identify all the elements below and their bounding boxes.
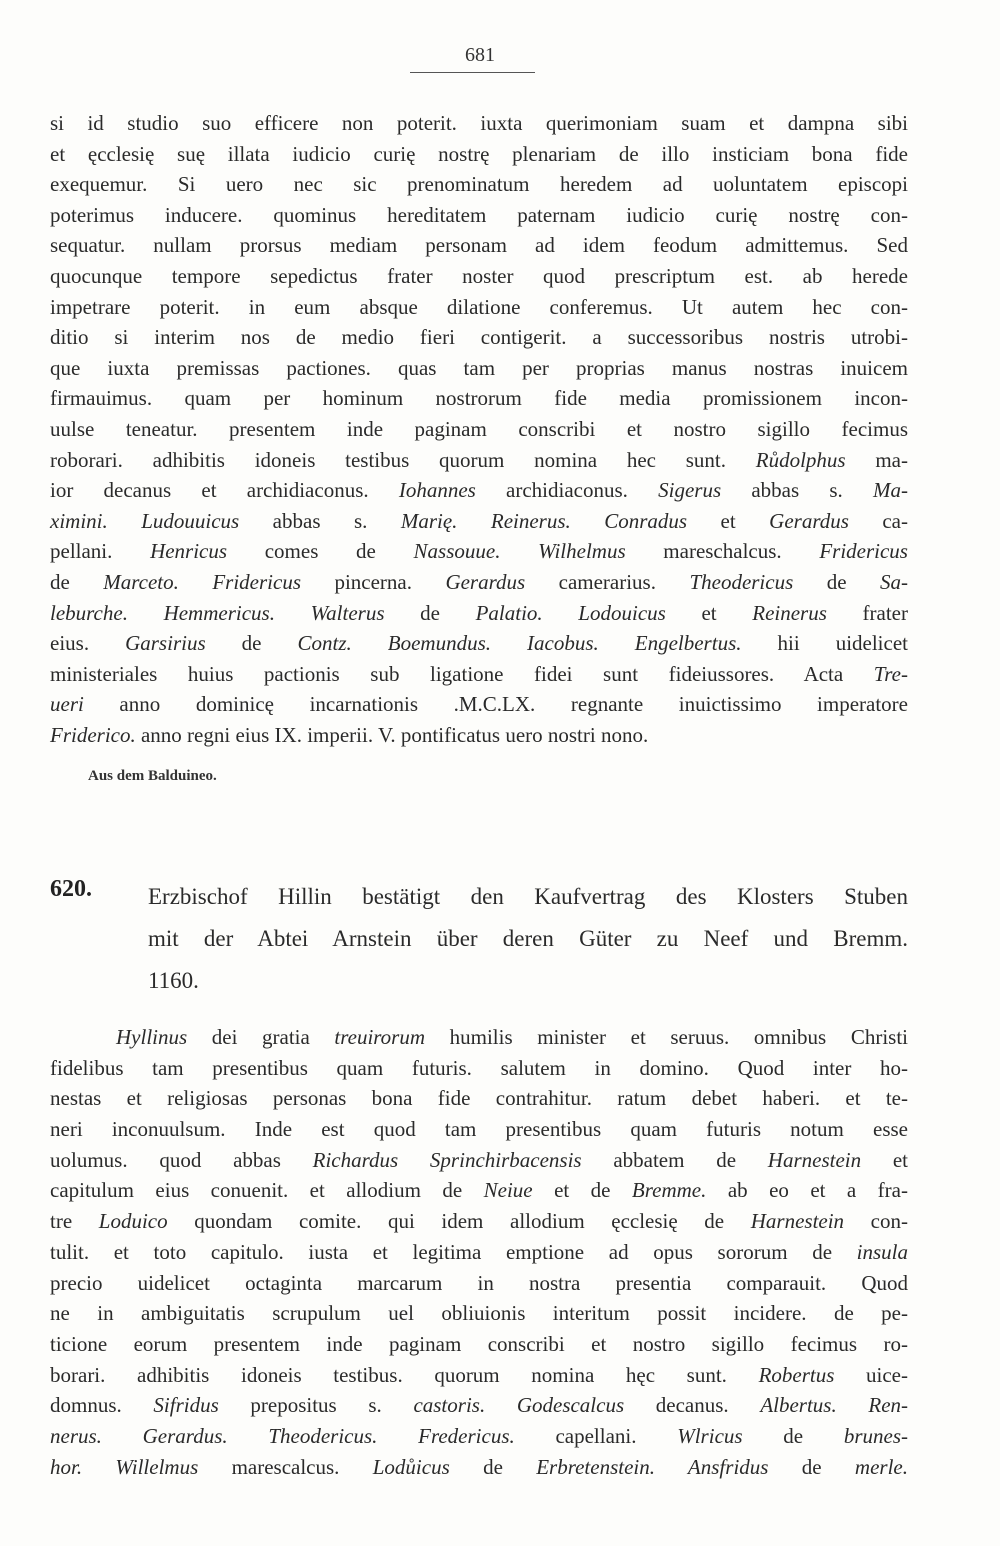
italic-name-segment: Erbretenstein. Ansfridus (536, 1454, 769, 1479)
text-segment: eius. (50, 631, 126, 656)
text-segment: comes de (227, 539, 414, 564)
text-segment: ma- (845, 447, 908, 472)
italic-name-segment: treuirorum (334, 1025, 426, 1049)
italic-name-segment: Palatio. Lodouicus (475, 600, 666, 625)
italic-name-segment: Marceto. Fridericus (103, 569, 301, 594)
page-number: 681 (465, 44, 495, 66)
text-segment: ticione eorum presentem inde paginam conscribi et nostro sigillo fecimus ro- (50, 1331, 908, 1356)
text-segment: de (205, 631, 298, 656)
italic-name-segment: Nassouue. Wilhelmus (413, 539, 626, 564)
italic-name-segment: Gerardus (769, 508, 849, 533)
italic-name-segment: Ma- (873, 478, 908, 503)
text-line (50, 139, 908, 170)
heading-line: mit der Abtei Arnstein über deren Güter zu Neef und Bremm. (148, 926, 908, 951)
italic-name-segment: Theodericus (689, 569, 794, 594)
text-segment: et ęcclesię suę illata iudicio curię nostrę plenariam de illo insticiam bona fide (50, 141, 908, 166)
text-segment: de (793, 569, 880, 594)
text-segment: uulse teneatur. presentem inde paginam conscribi et nostro sigillo fecimus (50, 416, 908, 441)
text-line (50, 445, 908, 476)
text-segment: si id studio suo efficere non poterit. iuxta querimoniam suam et dampna sibi (50, 111, 908, 135)
text-segment: pincerna. (301, 569, 446, 594)
italic-name-segment: Richardus Sprinchirbacensis (312, 1147, 582, 1172)
text-segment: quocunque tempore sepedictus frater noster quod prescriptum est. ab herede (50, 263, 908, 288)
italic-name-segment: Gerardus (445, 569, 526, 594)
text-segment: firmauimus. quam per hominum nostrorum fide media promissionem incon- (50, 386, 908, 411)
italic-name-segment: leburche. Hemmericus. Walterus (50, 600, 385, 625)
italic-name-segment: Neiue (483, 1178, 533, 1203)
text-segment: et (861, 1147, 909, 1172)
text-segment: exequemur. Si uero nec sic prenominatum heredem ad uoluntatem episcopi (50, 172, 908, 197)
text-line (50, 1237, 908, 1268)
text-line (50, 506, 908, 537)
text-segment: hii uidelicet (741, 631, 908, 656)
italic-name-segment: Wlricus (677, 1423, 743, 1448)
heading-date: 1160. (148, 968, 199, 993)
text-segment: uolumus. quod abbas (50, 1147, 313, 1172)
text-segment: decanus. (624, 1393, 761, 1418)
text-line (50, 1390, 908, 1421)
italic-name-segment: insula (856, 1239, 908, 1264)
text-segment: de (768, 1454, 855, 1479)
text-line (50, 1022, 908, 1053)
text-segment: mareschalcus. (625, 539, 820, 564)
text-line (50, 1206, 908, 1237)
text-segment: quondam comite. qui idem allodium ęcclesię de (167, 1209, 751, 1234)
text-segment: ne in ambiguitatis scrupulum uel obliuionis interitum possit incidere. de pe- (50, 1301, 908, 1326)
text-segment: con- (844, 1209, 908, 1234)
text-segment: nestas et religiosas personas bona fide contrahitur. ratum debet haberi. et te- (50, 1086, 908, 1111)
text-segment: precio uidelicet octaginta marcarum in nostra presentia comparauit. Quod (50, 1270, 908, 1295)
text-line (50, 230, 908, 261)
italic-name-segment: Garsirius (125, 631, 206, 656)
text-segment: neri inconuulsum. Inde est quod tam presentibus quam futuris notum esse (50, 1117, 908, 1142)
italic-name-segment: Lodůicus (372, 1454, 450, 1479)
text-segment: fidelibus tam presentibus quam futuris. salutem in domino. Quod inter ho- (50, 1055, 908, 1080)
italic-name-segment: Sifridus (153, 1393, 219, 1418)
text-segment: de (449, 1454, 537, 1479)
text-line (50, 1360, 908, 1391)
italic-name-segment: Bremme. (631, 1178, 707, 1203)
text-segment: sequatur. nullam prorsus mediam personam ad idem feodum admittemus. Sed (50, 233, 908, 258)
text-line (50, 292, 908, 323)
text-segment: ca- (848, 508, 909, 533)
text-segment: uice- (834, 1362, 908, 1387)
text-segment: borari. adhibitis idoneis testibus. quorum nomina hęc sunt. (50, 1362, 759, 1387)
text-line (50, 598, 908, 629)
italic-name-segment: merle. (854, 1454, 908, 1479)
italic-name-segment: Tre- (873, 661, 908, 686)
text-segment: frater (826, 600, 908, 625)
text-line (50, 383, 908, 414)
document-continuation-text (50, 108, 908, 750)
italic-name-segment: ueri (50, 692, 84, 717)
text-segment: anno regni eius IX. imperii. V. pontificatus uero nostri nono. (135, 722, 649, 747)
text-line (50, 1329, 908, 1360)
text-segment: ditio si interim nos de medio fieri contigerit. a successoribus nostris utrobi- (50, 325, 908, 350)
text-segment: prepositus s. (218, 1393, 414, 1418)
text-segment: impetrare poterit. in eum absque dilatione conferemus. Ut autem hec con- (50, 294, 908, 319)
text-segment: humilis minister et seruus. omnibus Christi (425, 1025, 908, 1049)
text-line (50, 1175, 908, 1206)
italic-name-segment: Contz. Boemundus. Iacobus. Engelbertus. (297, 631, 742, 656)
italic-name-segment: Fridericus (819, 539, 908, 564)
italic-name-segment: ximini. Ludouuicus (50, 508, 240, 533)
italic-name-segment: Růdolphus (755, 447, 846, 472)
text-segment: pellani. (50, 539, 151, 564)
text-line (50, 689, 908, 720)
text-segment: marescalcus. (198, 1454, 373, 1479)
text-segment: capellani. (514, 1423, 678, 1448)
text-segment: et de (532, 1178, 632, 1203)
italic-name-segment: Harnestein (767, 1147, 862, 1172)
text-line (50, 1145, 908, 1176)
text-line (50, 536, 908, 567)
text-line (50, 567, 908, 598)
text-segment: archidiaconus. (475, 478, 659, 503)
italic-name-segment: Henricus (150, 539, 228, 564)
text-segment: abbas s. (721, 478, 873, 503)
text-segment: et (687, 508, 770, 533)
text-segment: de (742, 1423, 844, 1448)
italic-name-segment: nerus. Gerardus. Theodericus. Fredericus. (50, 1423, 515, 1448)
text-segment: ab eo et a fra- (706, 1178, 908, 1203)
text-line (50, 720, 908, 751)
text-segment: anno dominicę incarnationis .M.C.LX. regnante inuictissimo imperatore (83, 692, 908, 717)
italic-name-segment: castoris. Godescalcus (413, 1393, 625, 1418)
italic-name-segment: Iohannes (398, 478, 476, 503)
text-segment: abbatem de (581, 1147, 768, 1172)
text-line (50, 1114, 908, 1145)
text-segment: tulit. et toto capitulo. iusta et legitima emptione ad opus sororum de (50, 1239, 857, 1264)
text-line (50, 475, 908, 506)
text-line (50, 169, 908, 200)
text-line (50, 1421, 908, 1452)
text-segment: et (665, 600, 753, 625)
italic-name-segment: Harnestein (750, 1209, 845, 1234)
italic-name-segment: Robertus (758, 1362, 835, 1387)
text-segment: roborari. adhibitis idoneis testibus quorum nomina hec sunt. (50, 447, 756, 472)
italic-name-segment: Loduico (98, 1209, 168, 1234)
text-segment: ministeriales huius pactionis sub ligatione fidei sunt fideiussores. Acta (50, 661, 874, 686)
text-segment: tre (50, 1209, 99, 1234)
text-line (50, 628, 908, 659)
text-segment: capitulum eius conuenit. et allodium de (50, 1178, 484, 1203)
italic-name-segment: Friderico. (50, 722, 136, 747)
text-line (50, 200, 908, 231)
text-line (50, 108, 908, 139)
italic-name-segment: Sigerus (658, 478, 722, 503)
italic-name-segment: Marię. Reinerus. Conradus (400, 508, 688, 533)
text-segment: de (384, 600, 476, 625)
document-heading (148, 876, 908, 1002)
document-620-text (50, 1022, 908, 1482)
text-line (50, 414, 908, 445)
text-line (50, 1053, 908, 1084)
text-segment: ior decanus et archidiaconus. (50, 478, 399, 503)
text-line (50, 322, 908, 353)
italic-name-segment: Hyllinus (116, 1025, 188, 1049)
text-segment: poterimus inducere. quominus hereditatem paternam iudicio curię nostrę con- (50, 202, 908, 227)
italic-name-segment: hor. Willelmus (50, 1454, 199, 1479)
text-line (50, 1452, 908, 1483)
page-number-rule (410, 72, 535, 73)
italic-name-segment: Reinerus (752, 600, 827, 625)
italic-name-segment: Albertus. Ren- (760, 1393, 909, 1418)
document-number: 620. (50, 876, 92, 902)
text-segment: dei gratia (187, 1025, 335, 1049)
italic-name-segment: brunes- (843, 1423, 908, 1448)
source-note: Aus dem Balduineo. (88, 768, 217, 784)
heading-line: Erzbischof Hillin bestätigt den Kaufvertrag des Klosters Stuben (148, 884, 908, 909)
text-segment: abbas s. (239, 508, 401, 533)
text-segment: domnus. (50, 1393, 154, 1418)
text-line (50, 1298, 908, 1329)
italic-name-segment: Sa- (879, 569, 908, 594)
text-line (50, 1083, 908, 1114)
text-segment: que iuxta premissas pactiones. quas tam per proprias manus nostras inuicem (50, 355, 908, 380)
text-line (50, 353, 908, 384)
text-line (50, 1268, 908, 1299)
text-segment: camerarius. (525, 569, 690, 594)
text-line (50, 261, 908, 292)
text-line (50, 659, 908, 690)
text-segment: de (50, 569, 104, 594)
